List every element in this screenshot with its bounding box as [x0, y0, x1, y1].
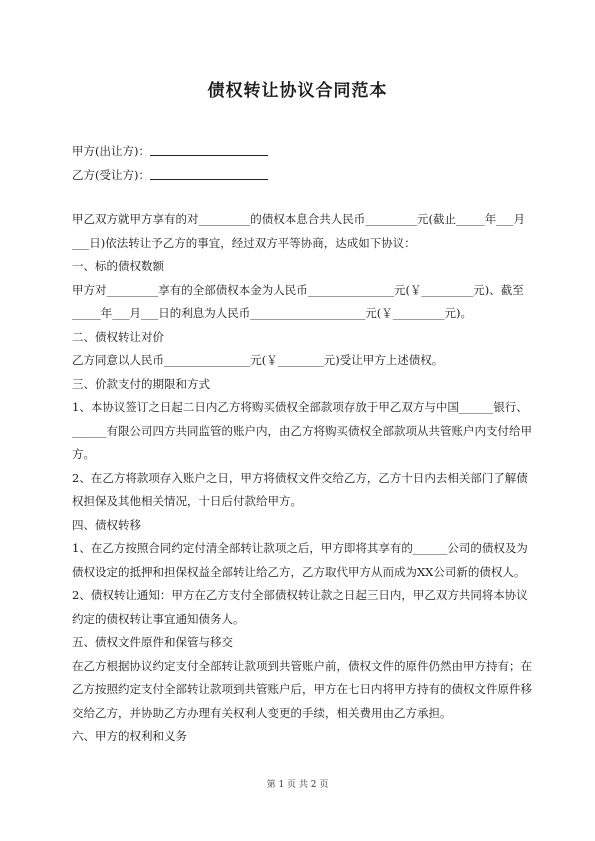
heading-section-1: 一、标的债权数额 — [72, 259, 164, 273]
heading-section-2: 二、债权转让对价 — [72, 329, 164, 344]
heading-section-5: 五、债权文件原件和保管与移交 — [72, 635, 233, 649]
paragraph-intro: 甲乙双方就甲方享有的对_________的债权本息合共人民币_________元(截止_____年___月___日)依法转让予乙方的事宜，经过双方平等协商，达成如下协议： — [72, 212, 525, 250]
paragraph-section-1: 甲方对_________享有的全部债权本金为人民币_______________元(￥_________元)、截至_____年___月___日的利息为人民币____________________元(￥_________元)。 — [72, 282, 524, 320]
party-b-line — [72, 167, 268, 183]
page-footer: 第 1 页 共 2 页 — [266, 780, 329, 790]
paragraph-section-2: 乙方同意以人民币_______________元(￥________元)受让甲方上述债权。 — [72, 353, 444, 367]
party-b-blank — [150, 167, 268, 180]
heading-section-6: 六、甲方的权利和义务 — [72, 729, 187, 743]
paragraph-section-3-2: 2、在乙方将款项存入账户之日，甲方将债权文件交给乙方，乙方十日内去相关部门了解债权担保及其他相关情况，十日后付款给甲方。 — [72, 470, 528, 508]
party-a-label: 甲方(出让方)： — [72, 144, 150, 158]
heading-section-4: 四、债权转移 — [72, 517, 141, 532]
party-a-blank — [150, 143, 268, 156]
document-title: 债权转让协议合同范本 — [207, 81, 388, 101]
paragraph-section-3-1: 1、本协议签订之日起二日内乙方将购买债权全部款项存放于甲乙双方与中国______银行、______有限公司四方共同监管的账户内，由乙方将购买债权全部款项从共管账户内支付给甲方。 — [72, 400, 532, 461]
party-a-line — [72, 143, 268, 159]
paragraph-section-4-2: 2、债权转让通知：甲方在乙方支付全部债权转让款之日起三日内，甲乙双方共同将本协议约定的债权转让事宜通知债务人。 — [72, 588, 528, 626]
paragraph-section-4-1: 1、在乙方按照合同约定付清全部转让款项之后，甲方即将其享有的______公司的债权及为债权设定的抵押和担保权益全部转让给乙方，乙方取代甲方从而成为XX公司新的债权人。 — [72, 541, 528, 579]
paragraph-section-5: 在乙方根据协议约定支付全部转让款项到共管账户前，债权文件的原件仍然由甲方持有；在乙方按照约定支付全部转让款项到共管账户后，甲方在七日内将甲方持有的债权文件原件移交给乙方，并协助乙方办理有关权利人变更的手续，相关费用由乙方承担。 — [72, 658, 532, 720]
contract-body — [72, 208, 532, 749]
heading-section-3: 三、价款支付的期限和方式 — [72, 376, 210, 391]
party-b-label: 乙方(受让方)： — [72, 168, 150, 182]
